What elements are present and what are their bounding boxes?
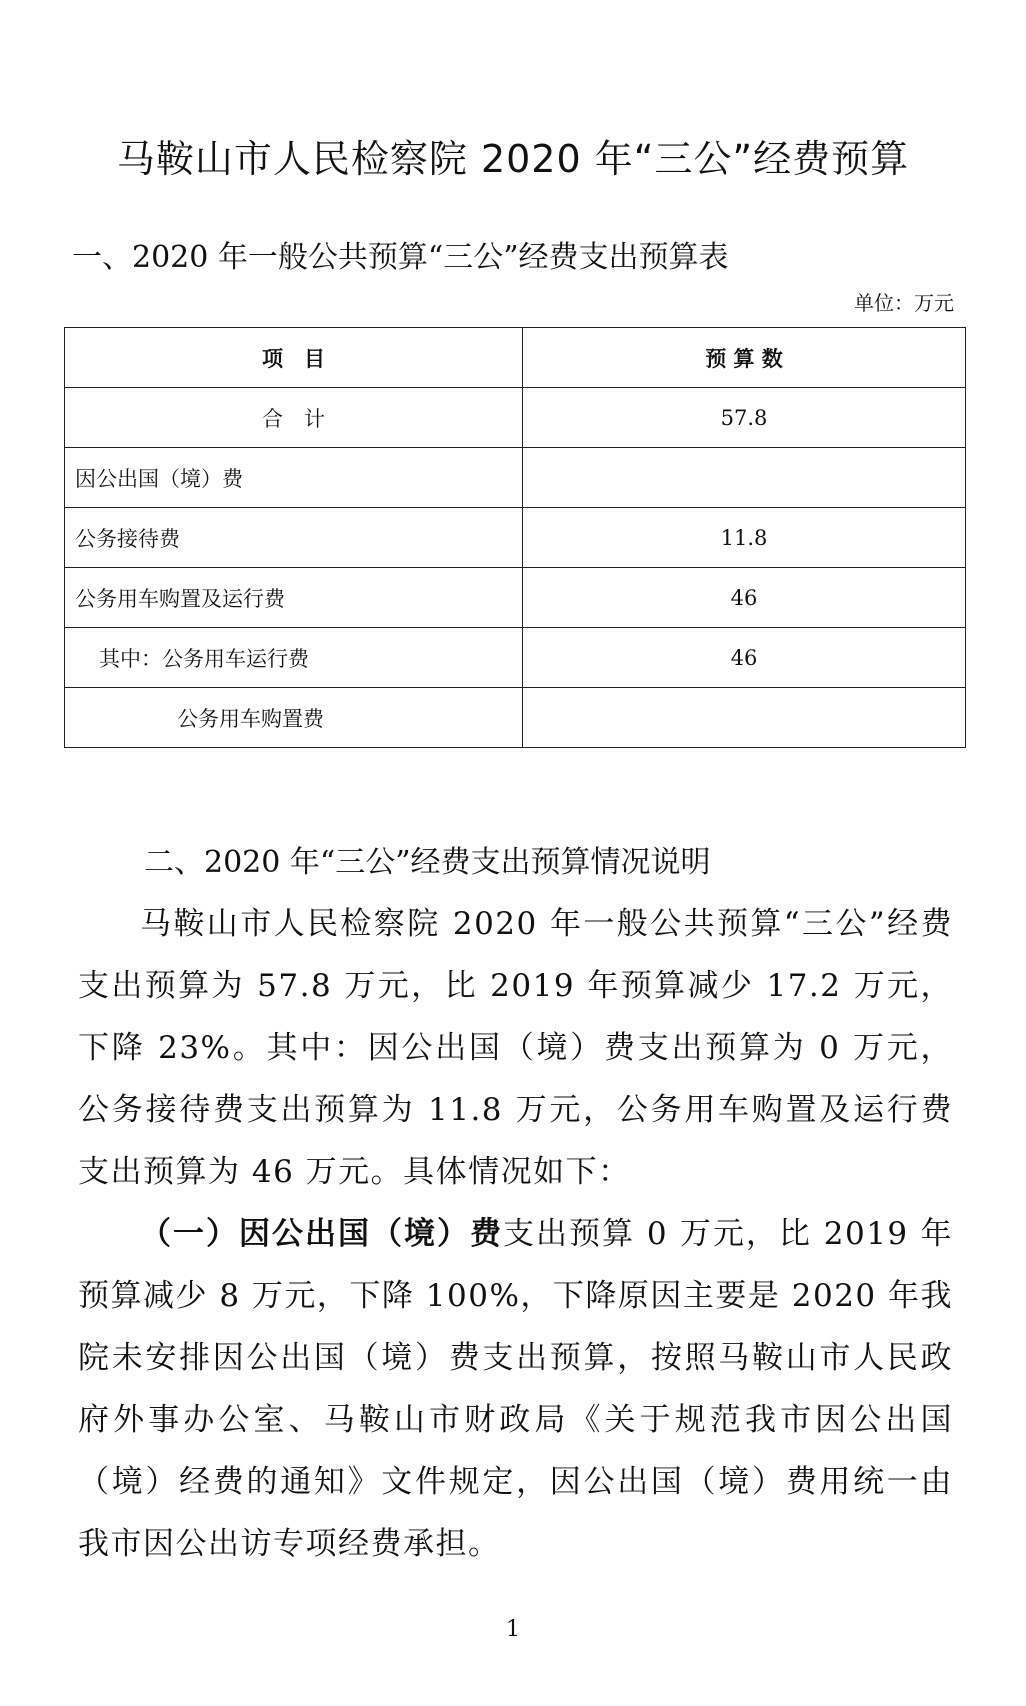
table-row: [65, 688, 966, 748]
header-item: 项 目: [65, 328, 523, 388]
row-value: 46: [523, 628, 966, 688]
section-2-heading: 二、2020 年“三公”经费支出预算情况说明: [144, 845, 711, 880]
table-header-row: [65, 328, 966, 388]
paragraph-2-text: 支出预算 0 万元，比 2019 年预算减少 8 万元，下降 100%，下降原因主要是 2020 年我院未安排因公出国（境）费支出预算，按照马鞍山市人民政府外事办公室、马鞍山市财政局《关于规范我市因公出国（境）经费的通知》文件规定，因公出国（境）费用统一由我市因公出访专项经费承担。: [78, 1216, 954, 1562]
row-value: 11.8: [523, 508, 966, 568]
page-number: 1: [506, 1617, 520, 1642]
row-value: [523, 448, 966, 508]
row-label: 合 计: [65, 388, 523, 448]
row-label: 公务接待费: [65, 508, 523, 568]
row-label: 公务用车购置费: [65, 688, 523, 748]
paragraph-1: 马鞍山市人民检察院 2020 年一般公共预算“三公”经费支出预算为 57.8 万元，比 2019 年预算减少 17.2 万元，下降 23%。其中：因公出国（境）费支出预算为 0 万元，公务接待费支出预算为 11.8 万元，公务用车购置及运行费支出预算为 46 万元。具体情况如下：: [78, 906, 953, 1190]
row-label: 公务用车购置及运行费: [65, 568, 523, 628]
table-row: [65, 508, 966, 568]
section-2-body: [78, 893, 953, 1575]
unit-label: 单位：万元: [854, 291, 954, 315]
row-label: 因公出国（境）费: [65, 448, 523, 508]
document-title: 马鞍山市人民检察院 2020 年“三公”经费预算: [116, 137, 910, 181]
budget-table: [64, 327, 966, 748]
table-row: [65, 628, 966, 688]
row-label: 其中：公务用车运行费: [65, 628, 523, 688]
row-value: 46: [523, 568, 966, 628]
table-row: [65, 568, 966, 628]
header-budget: 预 算 数: [523, 328, 966, 388]
section-1-heading: 一、2020 年一般公共预算“三公”经费支出预算表: [72, 240, 729, 275]
row-value: 57.8: [523, 388, 966, 448]
table-row: [65, 388, 966, 448]
table-row: [65, 448, 966, 508]
paragraph-2-lead: （一）因公出国（境）费: [140, 1216, 503, 1252]
paragraph-2: [78, 1203, 953, 1575]
row-value: [523, 688, 966, 748]
